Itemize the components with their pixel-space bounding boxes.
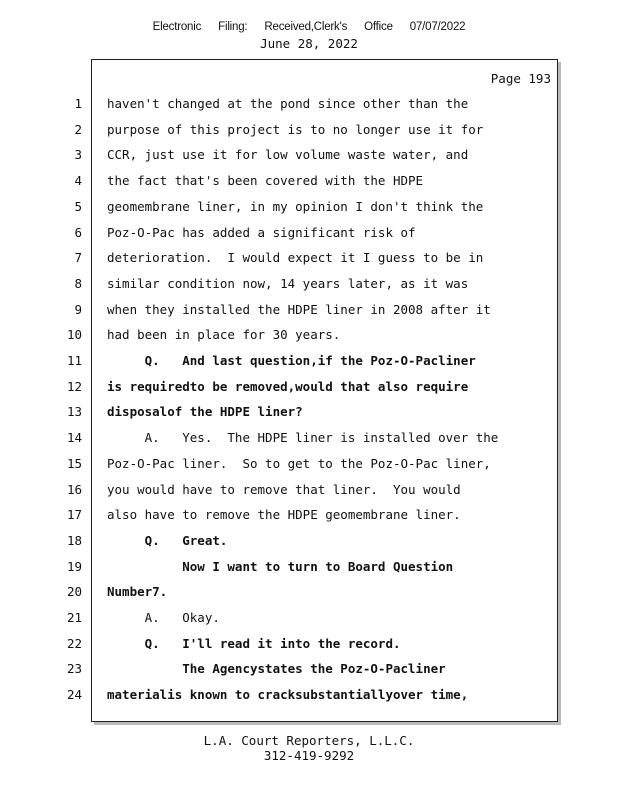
line-number: 19 bbox=[66, 558, 82, 574]
line-number: 2 bbox=[74, 121, 82, 137]
transcript-line: you would have to remove that liner. You would bbox=[107, 481, 461, 497]
line-number: 4 bbox=[74, 173, 82, 189]
line-number: 23 bbox=[66, 661, 82, 677]
footer-phone: 312-419-9292 bbox=[263, 748, 355, 763]
line-number: 9 bbox=[74, 301, 82, 317]
line-number: 21 bbox=[66, 610, 82, 625]
transcript-line: A. Okay. bbox=[107, 610, 220, 625]
line-number: 20 bbox=[66, 584, 82, 600]
transcript-line: had been in place for 30 years. bbox=[107, 327, 341, 343]
transcript-line: disposalof the HDPE liner? bbox=[107, 404, 303, 420]
transcript-line: The Agencystates the Poz-O-Pacliner bbox=[107, 661, 446, 677]
line-number: 8 bbox=[74, 275, 82, 291]
transcript-line: also have to remove the HDPE geomembrane liner. bbox=[107, 507, 461, 523]
line-number: 5 bbox=[74, 198, 82, 214]
line-number: 22 bbox=[66, 635, 82, 651]
line-number: 13 bbox=[66, 404, 82, 420]
line-number: 24 bbox=[66, 687, 82, 703]
line-number: 11 bbox=[66, 353, 82, 368]
line-number: 1 bbox=[74, 96, 82, 111]
transcript-line: materialis known to cracksubstantiallyover time, bbox=[107, 687, 469, 703]
transcript-line: geomembrane liner, in my opinion I don't think the bbox=[107, 198, 484, 214]
transcript-line: Now I want to turn to Board Question bbox=[107, 558, 454, 574]
footer-company: L.A. Court Reporters, L.L.C. bbox=[203, 733, 415, 748]
transcript-line: Q. I'll read it into the record. bbox=[107, 635, 401, 651]
line-number: 12 bbox=[66, 378, 82, 394]
line-number: 10 bbox=[66, 327, 82, 343]
stamp-filing: Filing: bbox=[218, 21, 248, 33]
stamp-received: Received,Clerk's bbox=[264, 21, 348, 33]
filing-stamp bbox=[0, 21, 618, 33]
transcript-line: Q. Great. bbox=[107, 532, 228, 548]
stamp-office: Office bbox=[364, 21, 393, 33]
line-number: 7 bbox=[74, 250, 82, 266]
line-number: 18 bbox=[66, 532, 82, 548]
line-number: 3 bbox=[74, 147, 82, 163]
line-number: 15 bbox=[66, 455, 82, 471]
transcript-line: when they installed the HDPE liner in 2008 after it bbox=[107, 301, 491, 317]
transcript-line: Poz-O-Pac has added a significant risk of bbox=[107, 224, 416, 240]
transcript-line: A. Yes. The HDPE liner is installed over the bbox=[107, 430, 499, 446]
line-number: 16 bbox=[66, 481, 82, 497]
stamp-electronic: Electronic bbox=[152, 21, 202, 33]
transcript-line: haven't changed at the pond since other than the bbox=[107, 96, 469, 111]
line-number: 6 bbox=[74, 224, 82, 240]
transcript-line: the fact that's been covered with the HDPE bbox=[107, 173, 424, 189]
transcript-line: is requiredto be removed,would that also require bbox=[107, 378, 469, 394]
footer bbox=[0, 733, 618, 763]
transcript-line: deterioration. I would expect it I guess to be in bbox=[107, 250, 484, 266]
stamp-date: 07/07/2022 bbox=[409, 21, 466, 33]
transcript-line: Number7. bbox=[107, 584, 168, 600]
transcript-line: purpose of this project is to no longer use it for bbox=[107, 121, 484, 137]
transcript-line: similar condition now, 14 years later, as it was bbox=[107, 275, 469, 291]
transcript-date: June 28, 2022 bbox=[260, 36, 358, 51]
transcript-line: Poz-O-Pac liner. So to get to the Poz-O-Pac liner, bbox=[107, 455, 491, 471]
line-number: 14 bbox=[66, 430, 82, 446]
transcript-line: CCR, just use it for low volume waste water, and bbox=[107, 147, 469, 163]
line-number: 17 bbox=[66, 507, 82, 523]
page-number: Page 193 bbox=[490, 71, 551, 86]
transcript-line: Q. And last question,if the Poz-O-Pacliner bbox=[107, 353, 476, 368]
